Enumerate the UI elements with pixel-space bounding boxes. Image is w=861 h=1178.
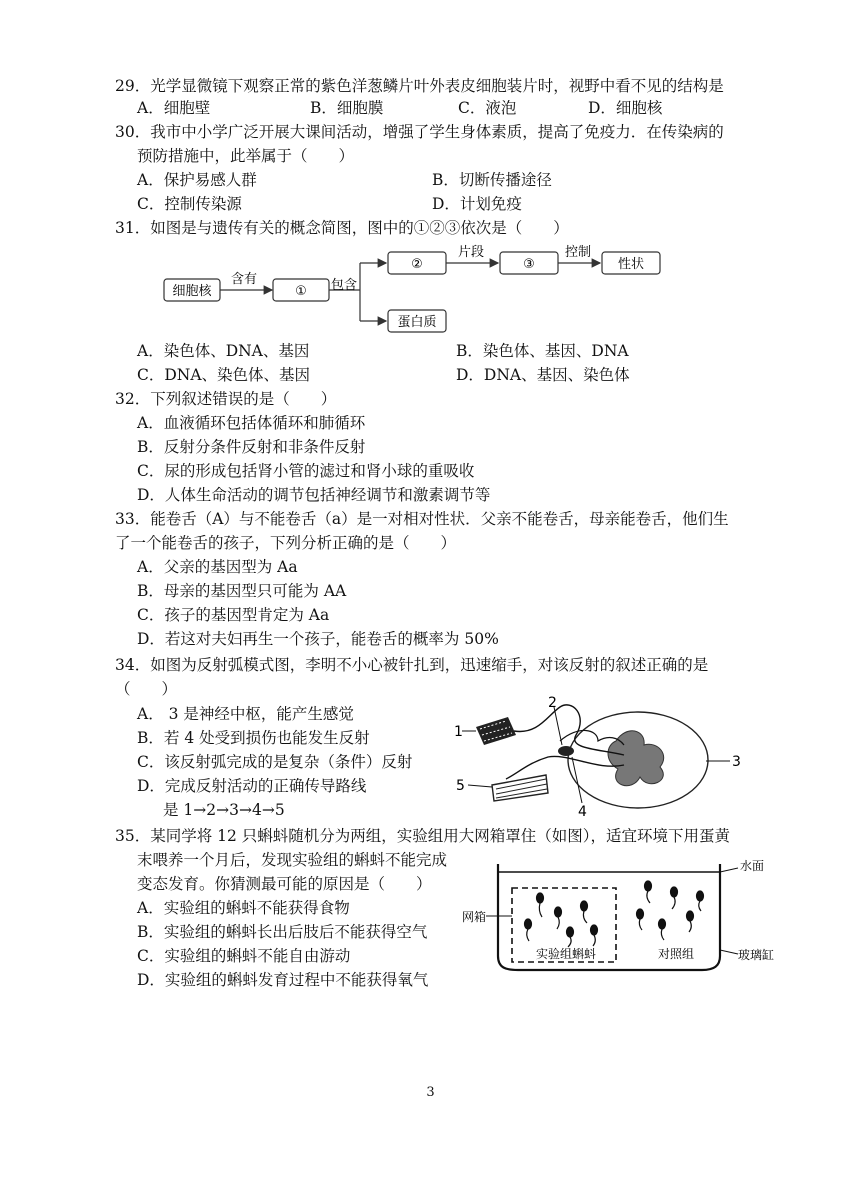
q31-stem: 31．如图是与遗传有关的概念简图，图中的①②③依次是（ ） xyxy=(115,219,569,237)
tank-label: 玻璃缸 xyxy=(738,948,774,962)
ganglion xyxy=(558,746,574,756)
label-1: 1 xyxy=(454,724,463,740)
q33-stem-1: 33．能卷舌（A）与不能卷舌（a）是一对相对性状．父亲不能卷舌，母亲能卷舌，他们生 xyxy=(115,510,729,528)
q33-stem-2: 了一个能卷舌的孩子，下列分析正确的是（ ） xyxy=(115,534,457,552)
q34-option-d-path: 是 1→2→3→4→5 xyxy=(163,801,285,819)
q30-stem-2: 预防措施中，此举属于（ ） xyxy=(137,147,355,165)
spinal-cord xyxy=(568,712,708,808)
q32-option-b: B．反射分条件反射和非条件反射 xyxy=(137,438,366,456)
fragment-label: 片段 xyxy=(457,245,485,260)
box-1-label: ① xyxy=(295,284,307,299)
q34-option-c: C．该反射弧完成的是复杂（条件）反射 xyxy=(137,753,413,771)
q31-option-c: C．DNA、染色体、基因 xyxy=(137,366,311,384)
protein-label: 蛋白质 xyxy=(397,315,437,330)
reflex-arc-diagram xyxy=(448,695,768,820)
receptor-skin xyxy=(476,717,516,745)
q29-option-d: D．细胞核 xyxy=(588,99,663,117)
label-3: 3 xyxy=(732,754,741,770)
experiment-group-label: 实验组蝌蚪 xyxy=(536,947,597,961)
tadpole-experiment-diagram xyxy=(462,858,774,974)
q31-option-d: D．DNA、基因、染色体 xyxy=(456,366,630,384)
q30-stem-1: 30．我市中小学广泛开展大课间活动，增强了学生身体素质，提高了免疫力．在传染病的 xyxy=(115,123,724,141)
q34-option-b: B．若 4 处受到损伤也能发生反射 xyxy=(137,729,370,747)
q30-option-d: D．计划免疫 xyxy=(432,195,522,213)
q30-option-c: C．控制传染源 xyxy=(137,195,242,213)
label-4: 4 xyxy=(578,804,587,820)
label-5: 5 xyxy=(456,778,465,794)
q32-option-d: D．人体生命活动的调节包括神经调节和激素调节等 xyxy=(137,486,491,504)
q29-option-b: B．细胞膜 xyxy=(310,99,384,117)
nucleus-label: 细胞核 xyxy=(172,284,212,299)
q35-stem-1: 35．某同学将 12 只蝌蚪随机分为两组，实验组用大网箱罩住（如图），适宜环境下用蛋黄 xyxy=(115,827,731,845)
q30-option-b: B．切断传播途径 xyxy=(432,171,552,189)
q29-option-c: C．液泡 xyxy=(458,99,517,117)
q31-option-b: B．染色体、基因、DNA xyxy=(456,342,629,360)
box-3-label: ③ xyxy=(523,257,535,272)
q33-option-c: C．孩子的基因型肯定为 Aa xyxy=(137,606,330,624)
q32-option-a: A．血液循环包括体循环和肺循环 xyxy=(137,414,366,432)
control-group-label: 对照组 xyxy=(658,947,695,961)
q29-option-a: A．细胞壁 xyxy=(137,99,211,117)
q34-stem-2: （ ） xyxy=(115,680,178,698)
page-number: 3 xyxy=(426,1085,435,1100)
water-surface-label: 水面 xyxy=(740,859,765,873)
effector-muscle xyxy=(492,775,548,801)
genetics-concept-diagram xyxy=(160,243,680,335)
contains-label-1: 含有 xyxy=(230,272,258,287)
q35-option-c: C．实验组的蝌蚪不能自由游动 xyxy=(137,947,351,965)
net-label: 网箱 xyxy=(462,910,487,924)
q34-option-d: D．完成反射活动的正确传导路线 xyxy=(137,777,367,795)
contains-label-2: 包含 xyxy=(330,278,358,293)
box-2-label: ② xyxy=(411,257,423,272)
q34-stem-1: 34．如图为反射弧模式图，李明不小心被针扎到，迅速缩手，对该反射的叙述正确的是 xyxy=(115,656,709,674)
q33-option-a: A．父亲的基因型为 Aa xyxy=(137,558,298,576)
tadpoles xyxy=(525,881,704,947)
q30-option-a: A．保护易感人群 xyxy=(137,171,257,189)
q32-stem: 32．下列叙述错误的是（ ） xyxy=(115,390,337,408)
q35-option-b: B．实验组的蝌蚪长出后肢后不能获得空气 xyxy=(137,923,428,941)
q35-stem-3: 变态发育。你猜测最可能的原因是（ ） xyxy=(137,875,432,893)
q29-stem: 29．光学显微镜下观察正常的紫色洋葱鳞片叶外表皮细胞装片时，视野中看不见的结构是 xyxy=(115,77,724,95)
q32-option-c: C．尿的形成包括肾小管的滤过和肾小球的重吸收 xyxy=(137,462,475,480)
q33-option-d: D．若这对夫妇再生一个孩子，能卷舌的概率为 50% xyxy=(137,630,499,648)
q34-option-a: A． 3 是神经中枢，能产生感觉 xyxy=(137,705,354,723)
q35-stem-2: 末喂养一个月后，发现实验组的蝌蚪不能完成 xyxy=(137,851,448,869)
q33-option-b: B．母亲的基因型只可能为 AA xyxy=(137,582,347,600)
q35-option-a: A．实验组的蝌蚪不能获得食物 xyxy=(137,899,350,917)
label-2: 2 xyxy=(548,695,557,711)
q31-option-a: A．染色体、DNA、基因 xyxy=(137,342,310,360)
control-label: 控制 xyxy=(564,245,592,260)
trait-label: 性状 xyxy=(617,257,645,272)
q35-option-d: D．实验组的蝌蚪发育过程中不能获得氧气 xyxy=(137,971,429,989)
